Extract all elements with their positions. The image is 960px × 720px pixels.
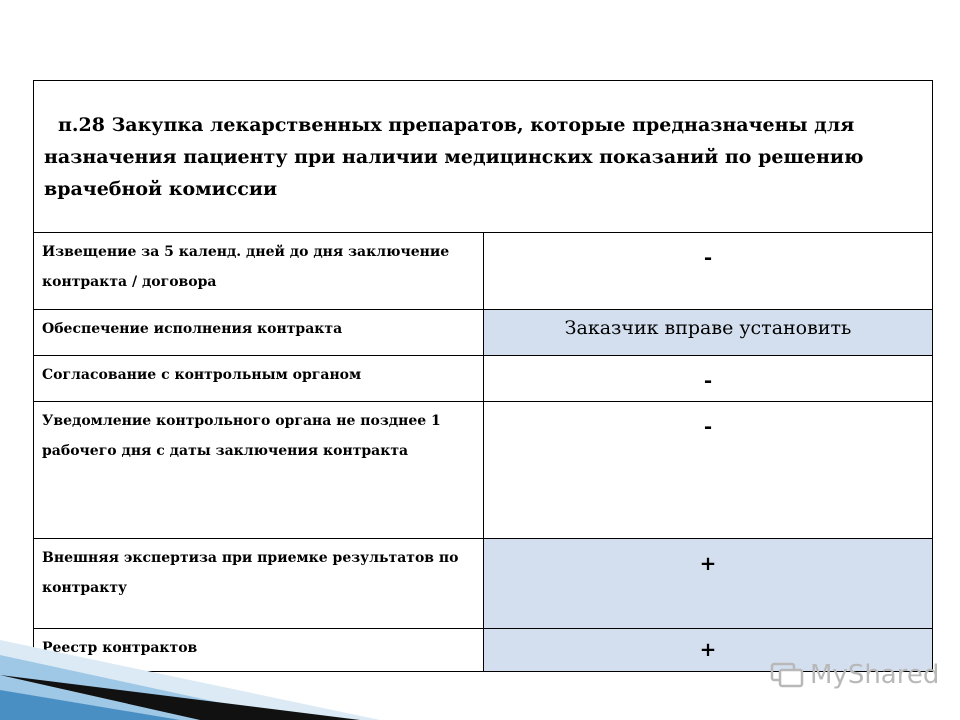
table-title-text: п.28 Закупка лекарственных препаратов, которые предназначены для назначения пациенту при наличии медицинских показаний по решению врачебной комиссии (44, 114, 864, 200)
row-label: Реестр контрактов (34, 629, 484, 671)
row-value-cell (484, 233, 932, 309)
myshared-logo-icon (770, 660, 804, 690)
row-value: + (699, 551, 717, 575)
row-label: Внешняя экспертиза при приемке результатов по контракту (34, 539, 484, 628)
row-value: - (703, 245, 713, 269)
row-value-cell (484, 402, 932, 538)
row-value: - (703, 368, 713, 392)
row-value-cell (484, 356, 932, 401)
corner-decoration (0, 580, 380, 720)
watermark (770, 655, 939, 695)
row-label: Обеспечение исполнения контракта (34, 310, 484, 355)
row-value: - (703, 414, 713, 438)
row-value: Заказчик вправе установить (564, 317, 852, 339)
row-value-cell (484, 310, 932, 355)
watermark-text: MyShared (810, 660, 940, 690)
table-title (34, 81, 932, 233)
row-label: Согласование с контрольным органом (34, 356, 484, 401)
row-value-cell (484, 539, 932, 628)
row-label: Извещение за 5 календ. дней до дня заключение контракта / договора (34, 233, 484, 309)
table-row-notification (34, 402, 932, 539)
table-row-security (34, 310, 932, 356)
row-value: + (699, 637, 717, 661)
table-row-approval (34, 356, 932, 402)
row-label: Уведомление контрольного органа не позднее 1 рабочего дня с даты заключения контракта (34, 402, 484, 538)
table-row-notice (34, 233, 932, 310)
